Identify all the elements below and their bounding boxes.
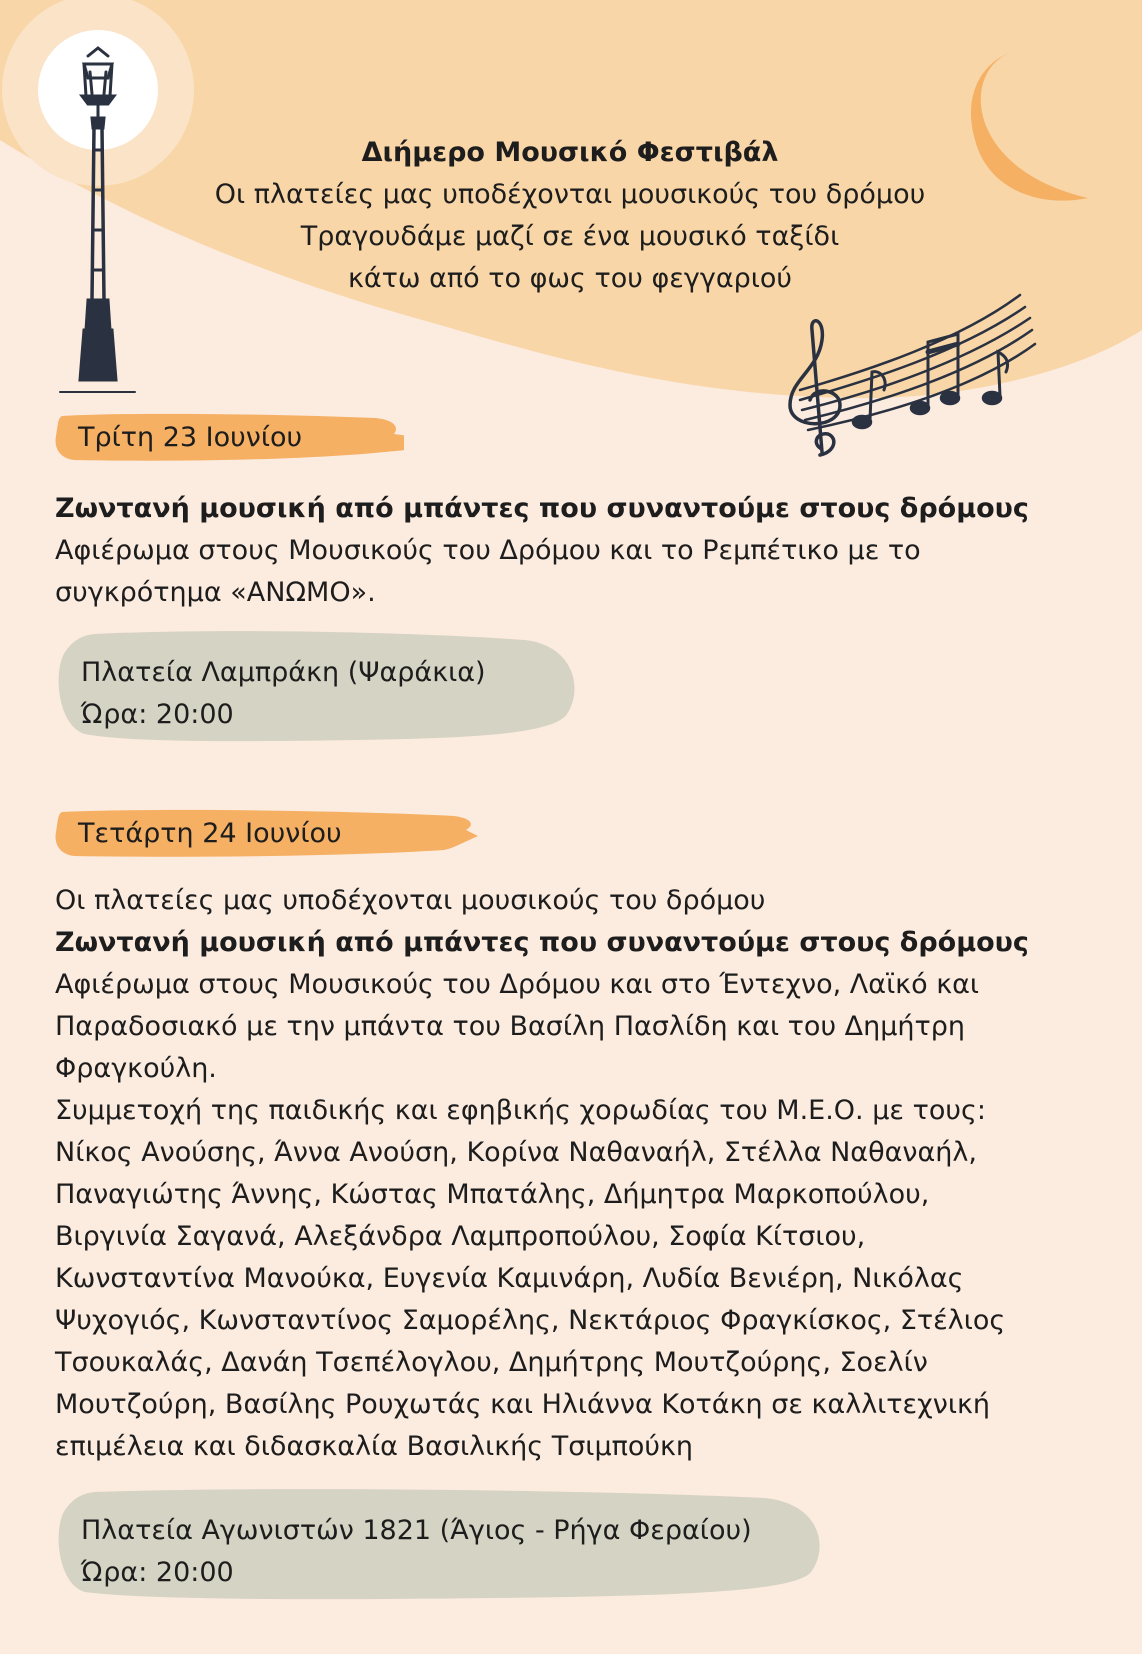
header: [140, 132, 1000, 300]
day1-body: [55, 488, 1115, 614]
day2-line: Αφιέρωμα στους Μουσικούς του Δρόμου και στο Έντεχνο, Λαϊκό και: [55, 969, 980, 1000]
day1-date-banner: [54, 412, 404, 464]
day2-body: [55, 880, 1115, 1468]
day2-line: επιμέλεια και διδασκαλία Βασιλικής Τσιμπούκη: [55, 1431, 694, 1462]
day1-description-line-2: συγκρότημα «ΑΝΩΜΟ».: [55, 577, 376, 608]
day1-date: Τρίτη 23 Ιουνίου: [78, 422, 303, 453]
day2-date: Τετάρτη 24 Ιουνίου: [78, 818, 342, 849]
day1-venue: Πλατεία Λαμπράκη (Ψαράκια): [81, 657, 486, 688]
day2-line: Κωνσταντίνα Μανούκα, Ευγενία Καμινάρη, Λυδία Βενιέρη, Νικόλας: [55, 1263, 964, 1294]
header-line-2: Τραγουδάμε μαζί σε ένα μουσικό ταξίδι: [300, 221, 840, 252]
day2-heading: Ζωντανή μουσική από μπάντες που συναντούμε στους δρόμους: [55, 927, 1029, 958]
day2-line: Νίκος Ανούσης, Άννα Ανούση, Κορίνα Ναθαναήλ, Στέλλα Ναθαναήλ,: [55, 1137, 977, 1168]
day2-line: Τσουκαλάς, Δανάη Τσεπέλογλου, Δημήτρης Μουτζούρης, Σοελίν: [55, 1347, 928, 1378]
day1-heading: Ζωντανή μουσική από μπάντες που συναντούμε στους δρόμους: [55, 493, 1029, 524]
day1-time: Ώρα: 20:00: [81, 699, 234, 730]
day2-venue-box: [55, 1488, 825, 1602]
day2-line: Βιργινία Σαγανά, Αλεξάνδρα Λαμπροπούλου, Σοφία Κίτσιου,: [55, 1221, 866, 1252]
day2-line: Συμμετοχή της παιδικής και εφηβικής χορωδίας του Μ.Ε.Ο. με τους:: [55, 1095, 986, 1126]
day2-line: Παναγιώτης Άννης, Κώστας Μπατάλης, Δήμητρα Μαρκοπούλου,: [55, 1179, 930, 1210]
header-line-1: Οι πλατείες μας υποδέχονται μουσικούς του δρόμου: [214, 179, 926, 210]
day2-intro: Οι πλατείες μας υποδέχονται μουσικούς του δρόμου: [55, 885, 766, 916]
day1-venue-box: [55, 630, 580, 744]
day2-line: Μουτζούρη, Βασίλης Ρουχωτάς και Ηλιάννα Κοτάκη σε καλλιτεχνική: [55, 1389, 990, 1420]
day2-line: Ψυχογιός, Κωνσταντίνος Σαμορέλης, Νεκτάριος Φραγκίσκος, Στέλιος: [55, 1305, 1006, 1336]
day2-line: Φραγκούλη.: [55, 1053, 217, 1084]
day2-line: Παραδοσιακό με την μπάντα του Βασίλη Πασλίδη και του Δημήτρη: [55, 1011, 966, 1042]
festival-title: Διήμερο Μουσικό Φεστιβάλ: [361, 137, 779, 168]
day2-venue: Πλατεία Αγωνιστών 1821 (Άγιος - Ρήγα Φεραίου): [81, 1515, 752, 1546]
header-line-3: κάτω από το φως του φεγγαριού: [347, 263, 793, 294]
day1-description-line-1: Αφιέρωμα στους Μουσικούς του Δρόμου και το Ρεμπέτικο με το: [55, 535, 921, 566]
day2-time: Ώρα: 20:00: [81, 1557, 234, 1588]
day2-date-banner: [54, 808, 479, 860]
